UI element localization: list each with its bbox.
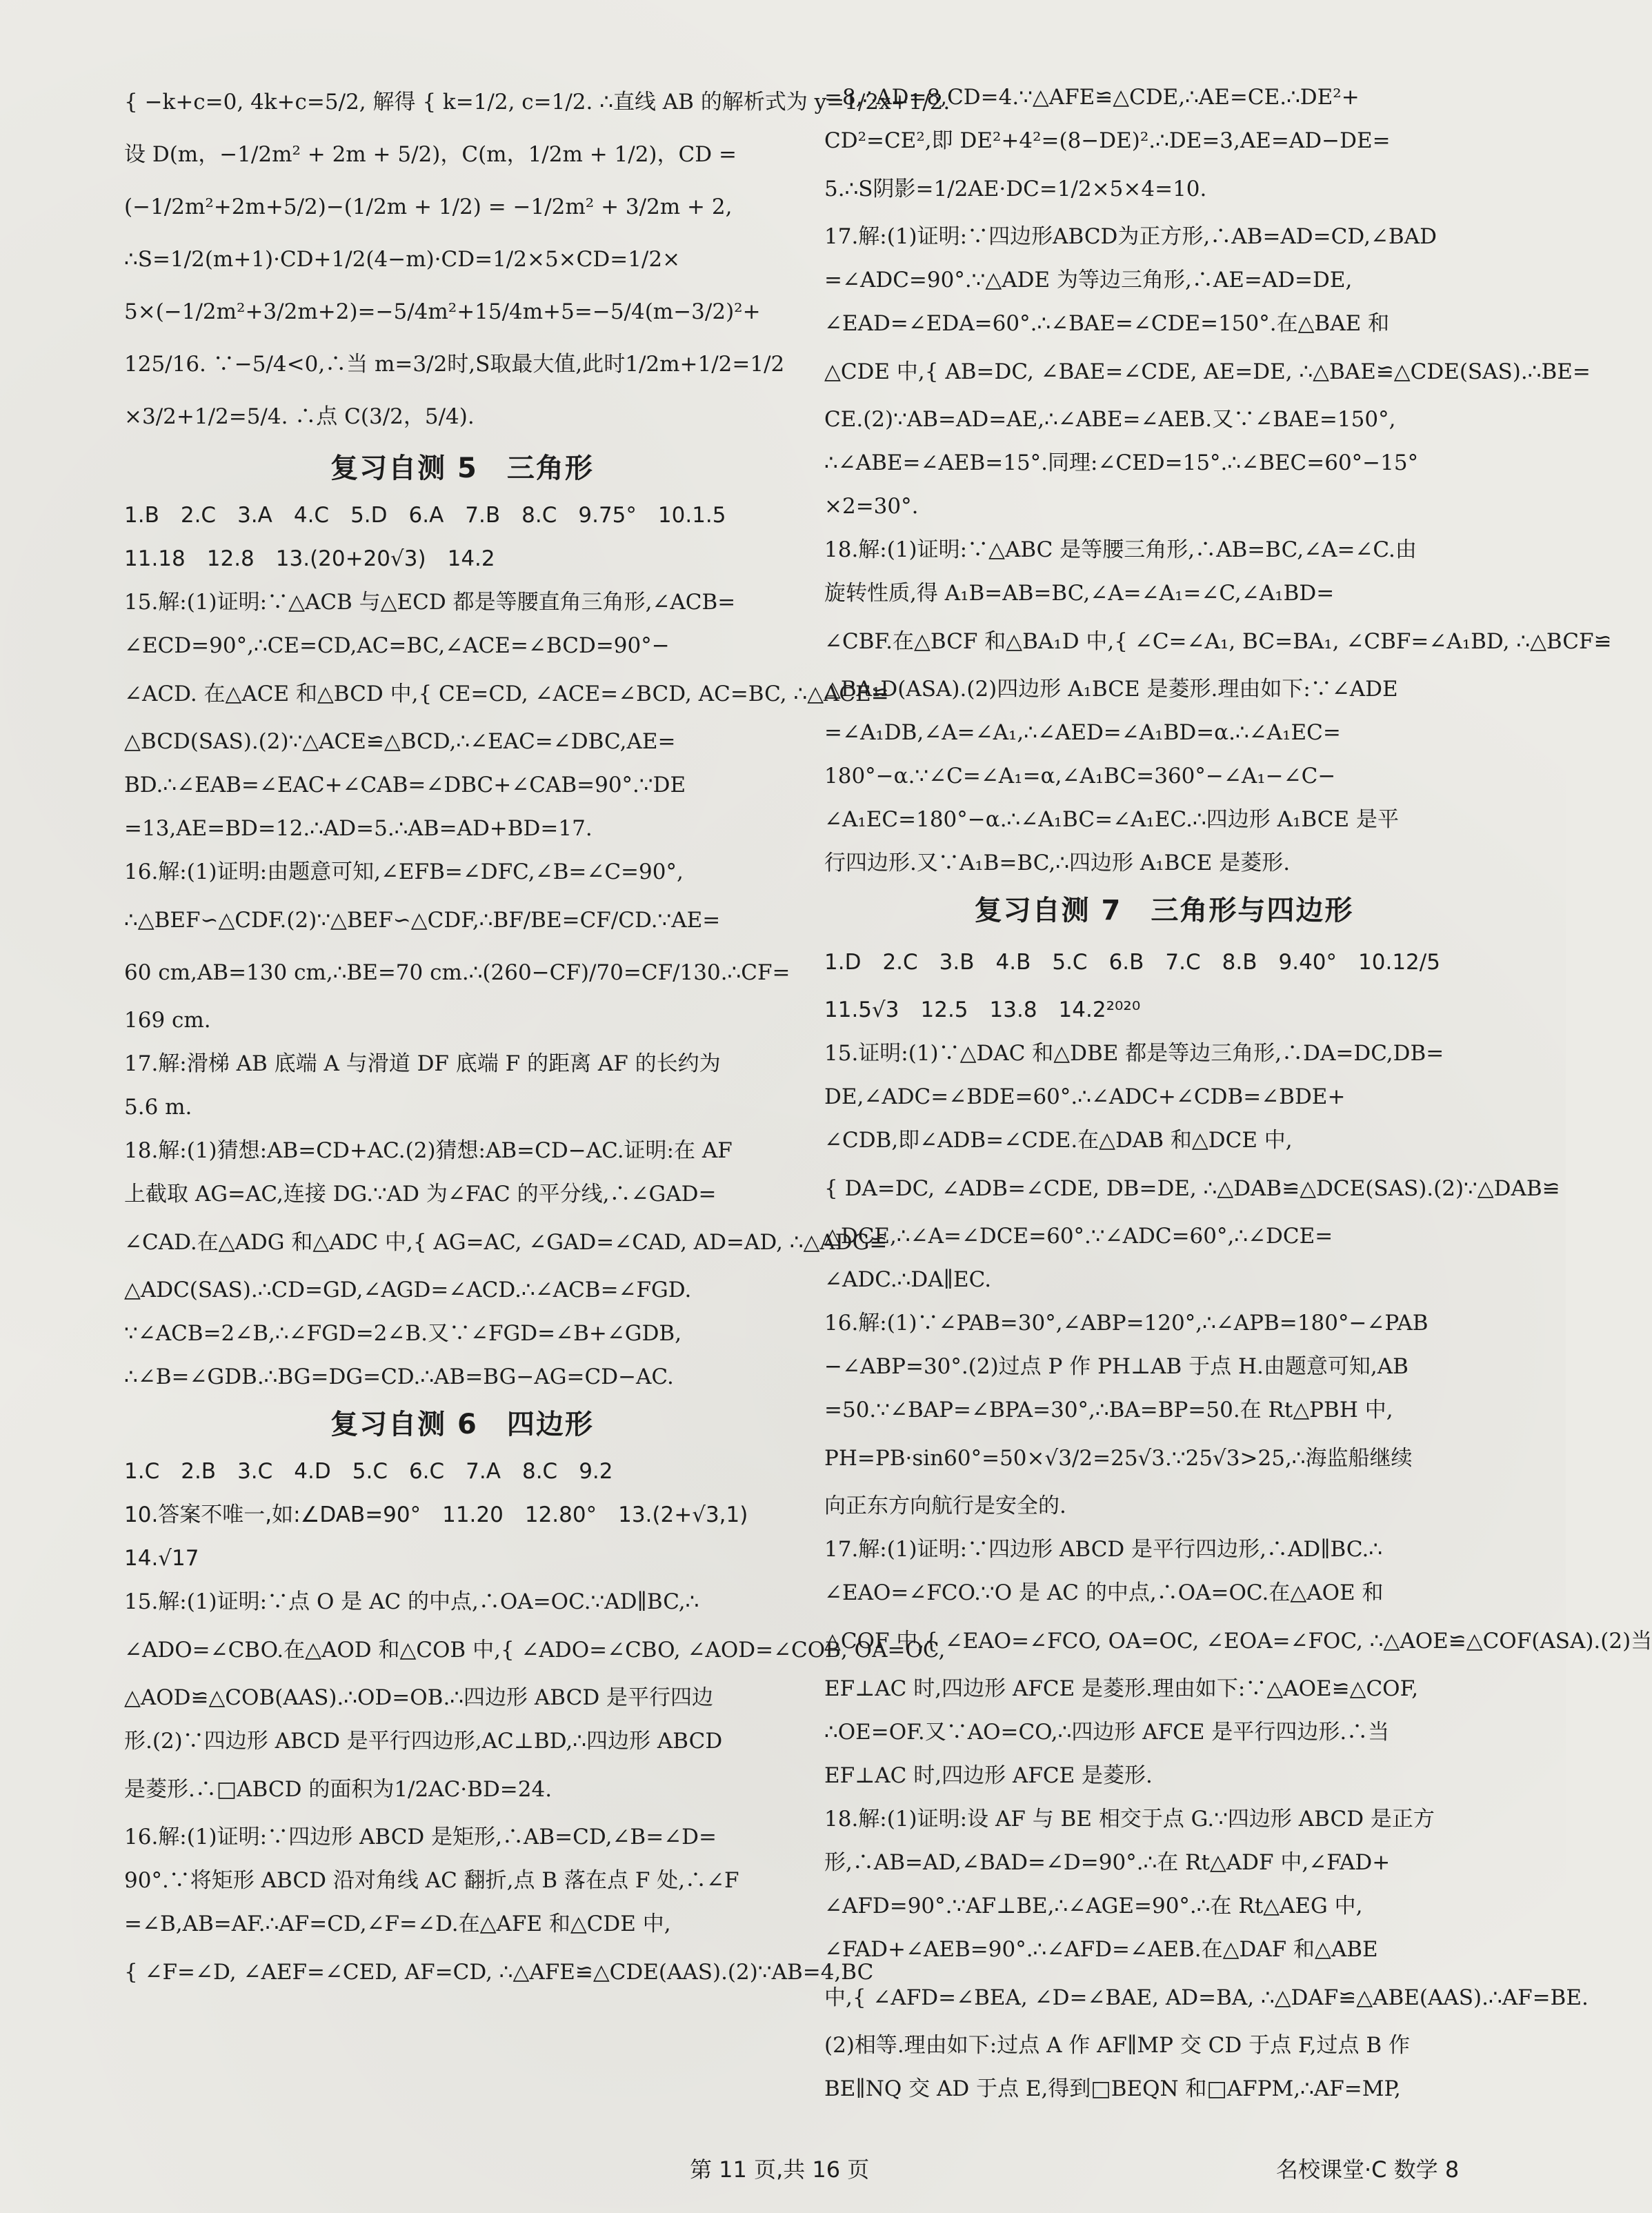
text-line: =8,∴AD=8,CD=4.∵△AFE≌△CDE,∴AE=CE.∴DE²+: [824, 85, 1360, 110]
section-heading-6: 复习自测 6 四边形: [330, 1409, 594, 1440]
solution-line: ∠ADO=∠CBO.在△AOD 和△COB 中,{ ∠ADO=∠CBO, ∠AOD=∠COB, OA=OC,: [124, 1638, 946, 1663]
solution-line: 16.解:(1)∵∠PAB=30°,∠ABP=120°,∴∠APB=180°−∠PAB: [824, 1311, 1429, 1336]
solution-line: ∴∠ABE=∠AEB=15°.同理:∠CED=15°.∴∠BEC=60°−15°: [824, 450, 1419, 475]
solution-line: 形.(2)∵四边形 ABCD 是平行四边形,AC⊥BD,∴四边形 ABCD: [124, 1729, 723, 1754]
solution-line: 向正东方向航行是安全的.: [824, 1493, 1066, 1518]
solution-line: △DCE,∴∠A=∠DCE=60°.∵∠ADC=60°,∴∠DCE=: [824, 1224, 1333, 1249]
text-line: ×3/2+1/2=5/4. ∴点 C(3/2，5/4).: [124, 404, 475, 429]
solution-line: { ∠F=∠D, ∠AEF=∠CED, AF=CD, ∴△AFE≌△CDE(AAS).(2)∵AB=4,BC: [124, 1960, 874, 1985]
solution-line: ∠EAO=∠FCO.∵O 是 AC 的中点,∴OA=OC.在△AOE 和: [824, 1580, 1384, 1605]
solution-line: PH=PB·sin60°=50×√3/2=25√3.∵25√3>25,∴海监船继续: [824, 1446, 1413, 1471]
text-line: ∴S=1/2(m+1)·CD+1/2(4−m)·CD=1/2×5×CD=1/2×: [124, 247, 681, 272]
solution-line: 15.证明:(1)∵△DAC 和△DBE 都是等边三角形,∴DA=DC,DB=: [824, 1041, 1444, 1066]
solution-line: −∠ABP=30°.(2)过点 P 作 PH⊥AB 于点 H.由题意可知,AB: [824, 1354, 1409, 1379]
solution-line: △COF 中,{ ∠EAO=∠FCO, OA=OC, ∠EOA=∠FOC, ∴△AOE≌△COF(ASA).(2)当: [824, 1629, 1652, 1654]
solution-line: 16.解:(1)证明:∵四边形 ABCD 是矩形,∴AB=CD,∠B=∠D=: [124, 1825, 717, 1849]
solution-line: 17.解:(1)证明:∵四边形ABCD为正方形,∴AB=AD=CD,∠BAD: [824, 224, 1437, 249]
solution-line: 60 cm,AB=130 cm,∴BE=70 cm.∴(260−CF)/70=CF/130.∴CF=: [124, 960, 790, 985]
solution-line: △ADC(SAS).∴CD=GD,∠AGD=∠ACD.∴∠ACB=∠FGD.: [124, 1278, 692, 1302]
solution-line: ×2=30°.: [824, 494, 919, 519]
solution-line: ∠EAD=∠EDA=60°.∴∠BAE=∠CDE=150°.在△BAE 和: [824, 311, 1390, 336]
answer-line: 11.5√3 12.5 13.8 14.2²⁰²⁰: [824, 998, 1141, 1022]
right-column: [824, 76, 1652, 2111]
text-line: CD²=CE²,即 DE²+4²=(8−DE)².∴DE=3,AE=AD−DE=: [824, 128, 1391, 153]
solution-line: 90°.∵将矩形 ABCD 沿对角线 AC 翻折,点 B 落在点 F 处,∴∠F: [124, 1868, 739, 1893]
text-line: 125/16. ∵−5/4<0,∴当 m=3/2时,S取最大值,此时1/2m+1/2=1/2: [124, 352, 785, 377]
solution-line: ∴△BEF∽△CDF.(2)∵△BEF∽△CDF,∴BF/BE=CF/CD.∵AE=: [124, 908, 721, 933]
text-line: 5×(−1/2m²+3/2m+2)=−5/4m²+15/4m+5=−5/4(m−3/2)²+: [124, 299, 761, 324]
solution-line: ∠A₁EC=180°−α.∴∠A₁BC=∠A₁EC.∴四边形 A₁BCE 是平: [824, 807, 1399, 832]
solution-line: =50.∵∠BAP=∠BPA=30°,∴BA=BP=50.在 Rt△PBH 中,: [824, 1398, 1393, 1422]
text-line: (−1/2m²+2m+5/2)−(1/2m + 1/2) = −1/2m² + 3/2m + 2,: [124, 195, 733, 219]
solution-line: 形,∴AB=AD,∠BAD=∠D=90°.∴在 Rt△ADF 中,∠FAD+: [824, 1850, 1391, 1875]
text-line: { −k+c=0, 4k+c=5/2, 解得 { k=1/2, c=1/2. ∴直线 AB 的解析式为 y=1/2x+1/2.: [124, 90, 951, 115]
answer-line: 11.18 12.8 13.(20+20√3) 14.2: [124, 546, 495, 571]
solution-line: ∵∠ACB=2∠B,∴∠FGD=2∠B.又∵∠FGD=∠B+∠GDB,: [124, 1321, 682, 1346]
solution-line: CE.(2)∵AB=AD=AE,∴∠ABE=∠AEB.又∵∠BAE=150°,: [824, 407, 1396, 432]
solution-line: =∠A₁DB,∠A=∠A₁,∴∠AED=∠A₁BD=α.∴∠A₁EC=: [824, 720, 1341, 745]
solution-line: ∠AFD=90°.∵AF⊥BE,∴∠AGE=90°.∴在 Rt△AEG 中,: [824, 1894, 1363, 1918]
solution-line: (2)相等.理由如下:过点 A 作 AF∥MP 交 CD 于点 F,过点 B 作: [824, 2033, 1410, 2058]
solution-line: 17.解:滑梯 AB 底端 A 与滑道 DF 底端 F 的距离 AF 的长约为: [124, 1051, 721, 1076]
answer-line: 1.D 2.C 3.B 4.B 5.C 6.B 7.C 8.B 9.40° 10.12/5: [824, 950, 1440, 975]
solution-line: ∠FAD+∠AEB=90°.∴∠AFD=∠AEB.在△DAF 和△ABE: [824, 1937, 1378, 1962]
solution-line: ∠ACD. 在△ACE 和△BCD 中,{ CE=CD, ∠ACE=∠BCD, AC=BC, ∴△ACE≌: [124, 682, 889, 706]
solution-line: 15.解:(1)证明:∵△ACB 与△ECD 都是等腰直角三角形,∠ACB=: [124, 590, 736, 615]
solution-line: { DA=DC, ∠ADB=∠CDE, DB=DE, ∴△DAB≌△DCE(SAS).(2)∵△DAB≌: [824, 1176, 1560, 1201]
solution-line: △BCD(SAS).(2)∵△ACE≌△BCD,∴∠EAC=∠DBC,AE=: [124, 729, 676, 754]
solution-line: △BA₁D(ASA).(2)四边形 A₁BCE 是菱形.理由如下:∵∠ADE: [824, 677, 1398, 702]
answer-line: 1.C 2.B 3.C 4.D 5.C 6.C 7.A 8.C 9.2: [124, 1459, 613, 1484]
solution-line: =∠ADC=90°.∵△ADE 为等边三角形,∴AE=AD=DE,: [824, 268, 1353, 292]
solution-line: ∠ADC.∴DA∥EC.: [824, 1267, 992, 1292]
solution-line: EF⊥AC 时,四边形 AFCE 是菱形.: [824, 1763, 1153, 1788]
solution-line: ∠CDB,即∠ADB=∠CDE.在△DAB 和△DCE 中,: [824, 1128, 1293, 1153]
solution-line: 行四边形.又∵A₁B=BC,∴四边形 A₁BCE 是菱形.: [824, 851, 1291, 875]
solution-line: BD.∴∠EAB=∠EAC+∠CAB=∠DBC+∠CAB=90°.∵DE: [124, 773, 686, 797]
solution-line: =∠B,AB=AF.∴AF=CD,∠F=∠D.在△AFE 和△CDE 中,: [124, 1912, 671, 1936]
solution-line: DE,∠ADC=∠BDE=60°.∴∠ADC+∠CDB=∠BDE+: [824, 1084, 1346, 1109]
solution-line: ∠CAD.在△ADG 和△ADC 中,{ AG=AC, ∠GAD=∠CAD, AD=AD, ∴△ADG≌: [124, 1230, 888, 1255]
solution-line: EF⊥AC 时,四边形 AFCE 是菱形.理由如下:∵△AOE≌△COF,: [824, 1676, 1419, 1701]
solution-line: 旋转性质,得 A₁B=AB=BC,∠A=∠A₁=∠C,∠A₁BD=: [824, 581, 1335, 606]
solution-line: 18.解:(1)证明:设 AF 与 BE 相交于点 G.∵四边形 ABCD 是正方: [824, 1807, 1435, 1832]
solution-line: BE∥NQ 交 AD 于点 E,得到□BEQN 和□AFPM,∴AF=MP,: [824, 2076, 1401, 2101]
solution-line: △AOD≌△COB(AAS).∴OD=OB.∴四边形 ABCD 是平行四边: [124, 1685, 714, 1710]
solution-line: △CDE 中,{ AB=DC, ∠BAE=∠CDE, AE=DE, ∴△BAE≌△CDE(SAS).∴BE=: [824, 359, 1591, 384]
answer-line: 1.B 2.C 3.A 4.C 5.D 6.A 7.B 8.C 9.75° 10.1.5: [124, 503, 726, 528]
answer-line: 14.√17: [124, 1546, 199, 1571]
brand-label: 名校课堂·C 数学 8: [1276, 2156, 1460, 2183]
solution-line: 中,{ ∠AFD=∠BEA, ∠D=∠BAE, AD=BA, ∴△DAF≌△ABE(AAS).∴AF=BE.: [824, 1985, 1589, 2010]
solution-line: ∠CBF.在△BCF 和△BA₁D 中,{ ∠C=∠A₁, BC=BA₁, ∠CBF=∠A₁BD, ∴△BCF≌: [824, 629, 1612, 654]
section-heading-5: 复习自测 5 三角形: [330, 453, 594, 484]
solution-line: 15.解:(1)证明:∵点 O 是 AC 的中点,∴OA=OC.∵AD∥BC,∴: [124, 1589, 699, 1614]
solution-line: 上截取 AG=AC,连接 DG.∵AD 为∠FAC 的平分线,∴∠GAD=: [124, 1182, 717, 1207]
answer-line: 10.答案不唯一,如:∠DAB=90° 11.20 12.80° 13.(2+√3,1): [124, 1502, 748, 1527]
solution-line: ∴∠B=∠GDB.∴BG=DG=CD.∴AB=BG−AG=CD−AC.: [124, 1364, 674, 1389]
solution-line: 是菱形.∴□ABCD 的面积为1/2AC·BD=24.: [124, 1777, 553, 1802]
solution-line: ∠ECD=90°,∴CE=CD,AC=BC,∠ACE=∠BCD=90°−: [124, 633, 670, 658]
solution-line: 18.解:(1)证明:∵△ABC 是等腰三角形,∴AB=BC,∠A=∠C.由: [824, 537, 1417, 562]
solution-line: 169 cm.: [124, 1008, 211, 1033]
solution-line: 18.解:(1)猜想:AB=CD+AC.(2)猜想:AB=CD−AC.证明:在 AF: [124, 1138, 733, 1163]
text-line: 5.∴S阴影=1/2AE·DC=1/2×5×4=10.: [824, 177, 1207, 201]
solution-line: =13,AE=BD=12.∴AD=5.∴AB=AD+BD=17.: [124, 816, 593, 841]
solution-line: 17.解:(1)证明:∵四边形 ABCD 是平行四边形,∴AD∥BC.∴: [824, 1537, 1383, 1562]
page-number: 第 11 页,共 16 页: [690, 2156, 870, 2183]
solution-line: 180°−α.∵∠C=∠A₁=α,∠A₁BC=360°−∠A₁−∠C−: [824, 764, 1336, 788]
solution-line: 16.解:(1)证明:由题意可知,∠EFB=∠DFC,∠B=∠C=90°,: [124, 860, 684, 884]
solution-line: ∴OE=OF.又∵AO=CO,∴四边形 AFCE 是平行四边形.∴当: [824, 1720, 1390, 1745]
solution-line: 5.6 m.: [124, 1095, 192, 1120]
text-line: 设 D(m，−1/2m² + 2m + 5/2)，C(m，1/2m + 1/2)，CD =: [124, 142, 737, 167]
section-heading-7: 复习自测 7 三角形与四边形: [974, 895, 1354, 926]
